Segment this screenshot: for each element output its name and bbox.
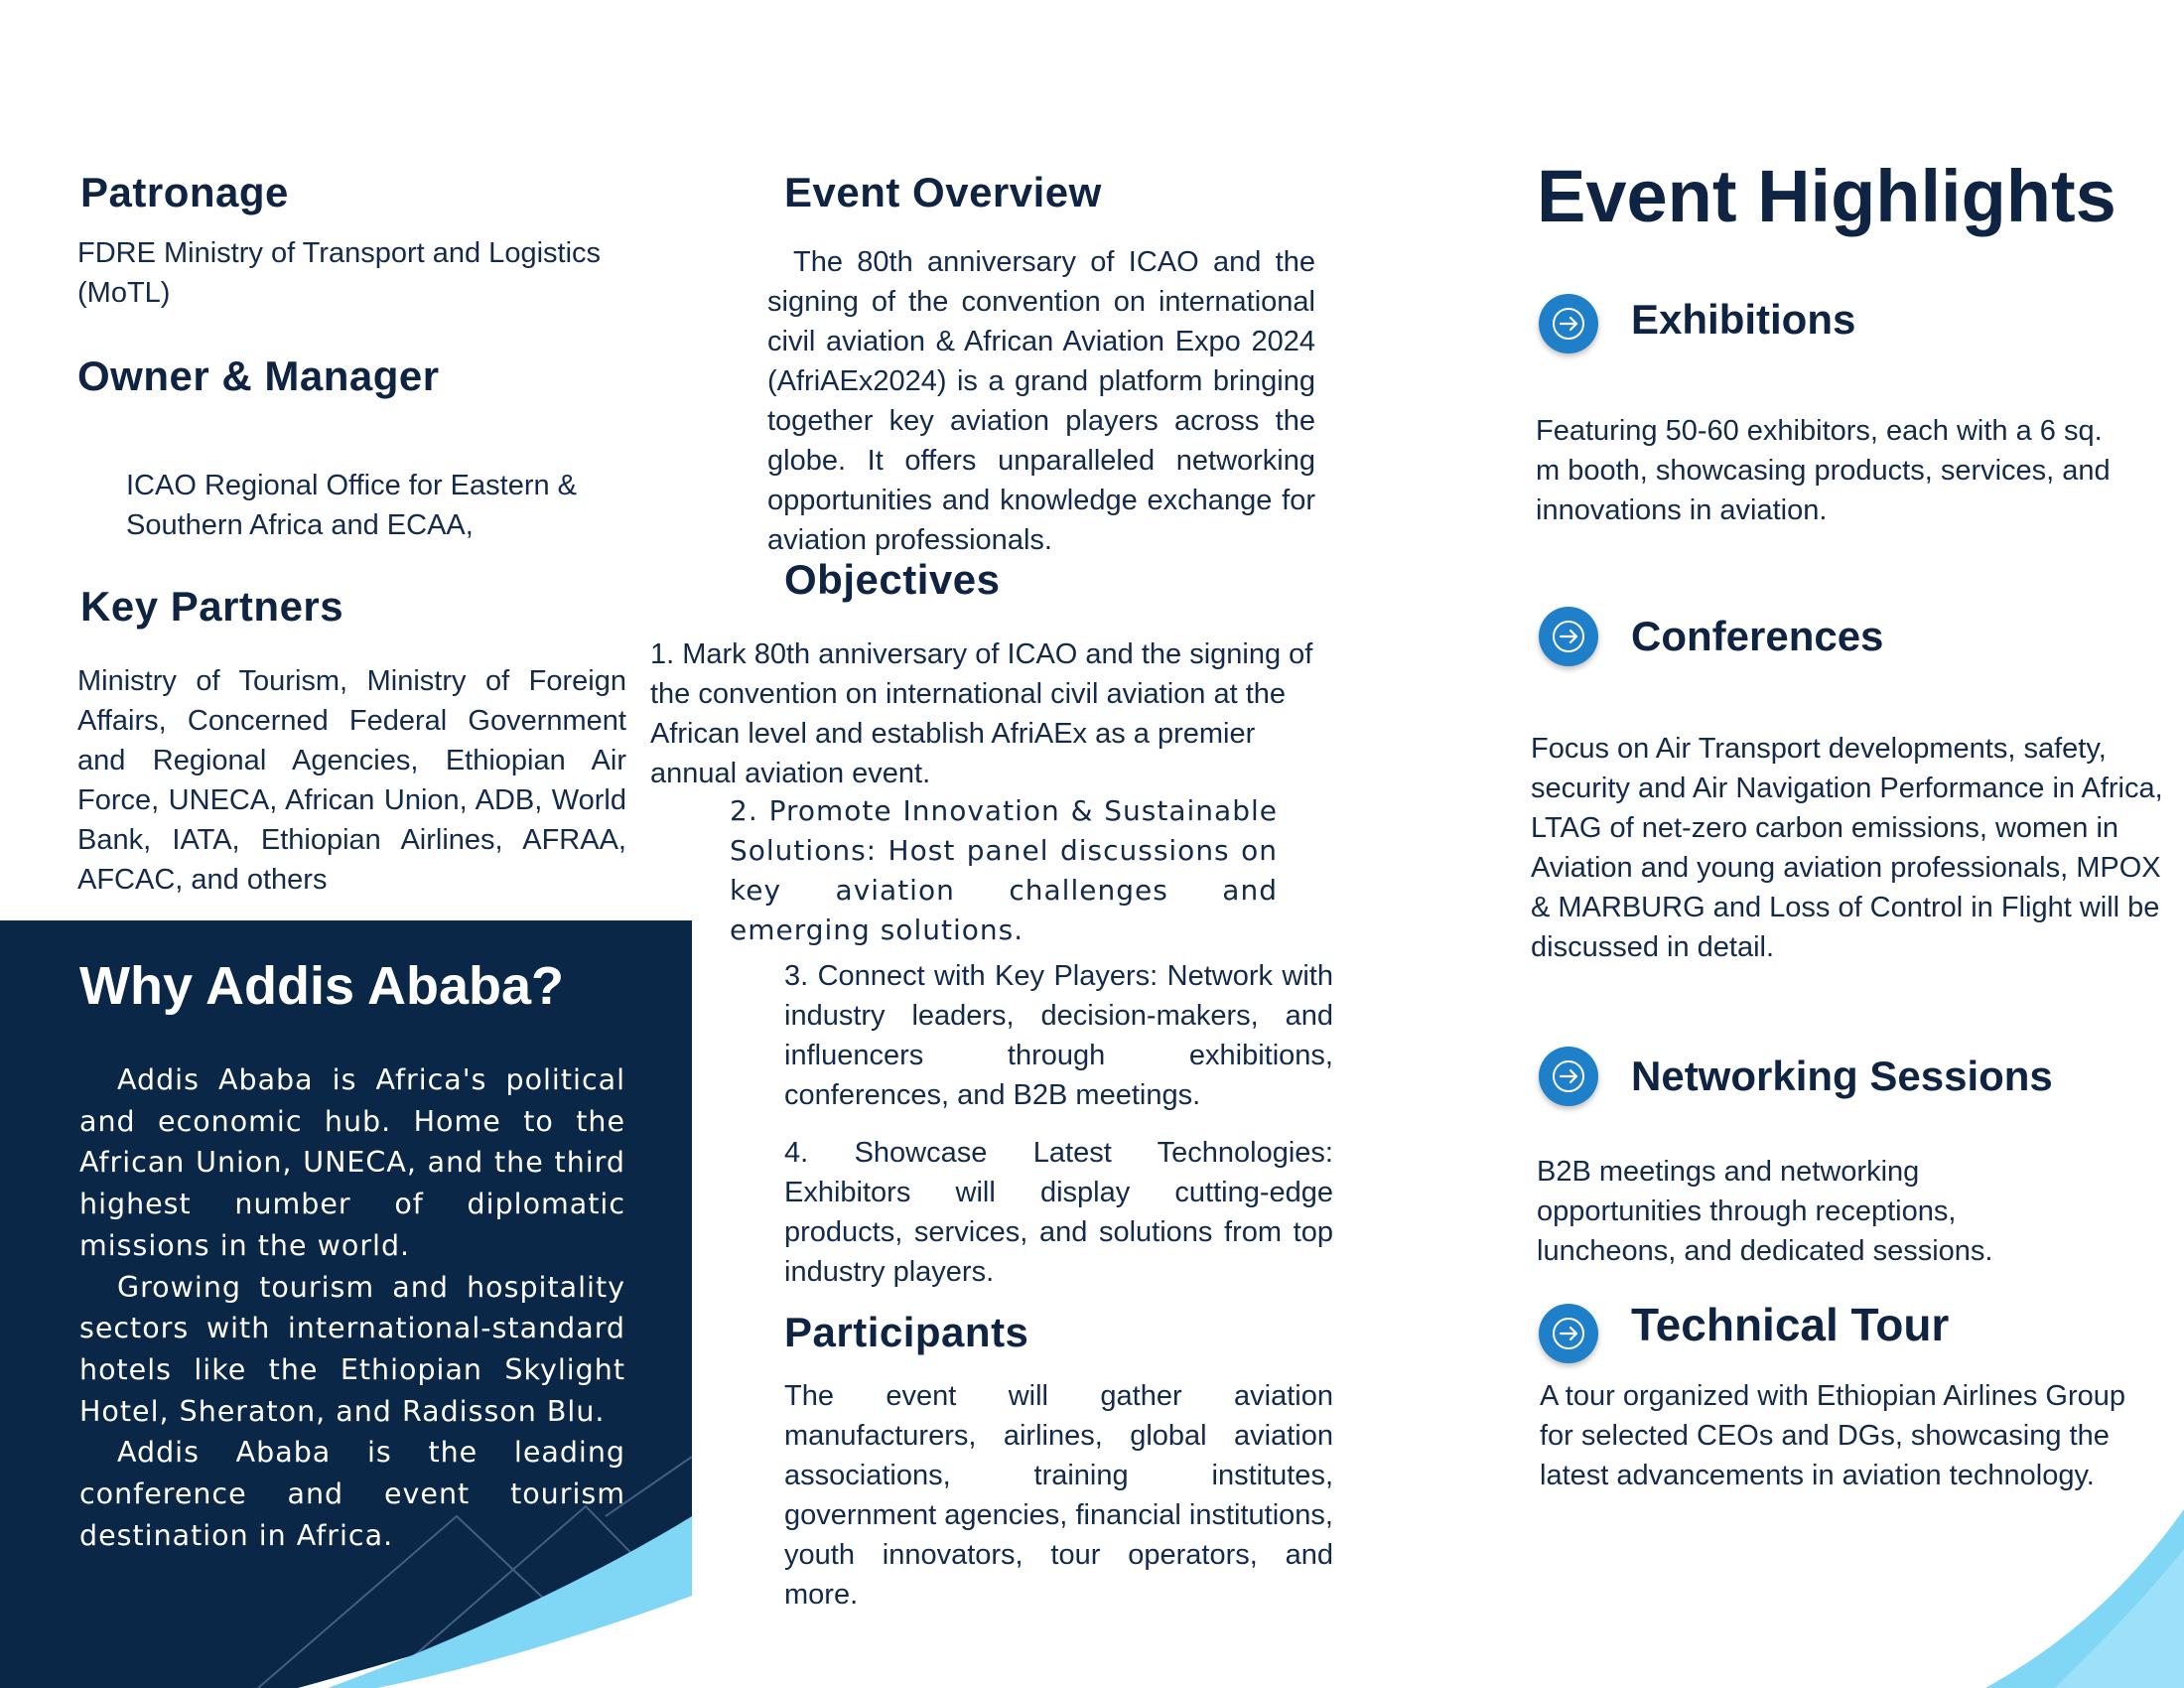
highlight-technical-tour-title: Technical Tour	[1631, 1299, 1950, 1350]
why-addis-panel	[0, 920, 692, 1688]
participants-text: The event will gather aviation manufacturers, airlines, global aviation associations, training institutes, government agencies, financial institutions, youth innovators, tour operators, and more.	[784, 1380, 1333, 1611]
event-overview-text: The 80th anniversary of ICAO and the signing of the convention on international civil aviation & African Aviation Expo 2024 (AfriAEx2024) is a grand platform bringing together key aviation players across the globe. It offers unparalleled networking opportunities and knowledge exchange for aviation professionals.	[767, 246, 1315, 556]
objective-item-4: 4. Showcase Latest Technologies: Exhibitors will display cutting-edge products, services, and solutions from top industry players.	[784, 1137, 1333, 1288]
highlight-exhibitions-title: Exhibitions	[1631, 296, 1856, 343]
highlight-technical-tour-text: A tour organized with Ethiopian Airlines Group for selected CEOs and DGs, showcasing the latest advancements in aviation technology.	[1540, 1380, 2126, 1491]
objectives-heading: Objectives	[784, 556, 1001, 603]
key-partners-text: Ministry of Tourism, Ministry of Foreign Affairs, Concerned Federal Government and Regional Agencies, Ethiopian Air Force, UNECA, African Union, ADB, World Bank, IATA, Ethiopian Airlines, AFRAA, AFCAC, and others	[77, 665, 626, 896]
patronage-text: FDRE Ministry of Transport and Logistics (MoTL)	[77, 237, 602, 309]
why-paragraph-3: Addis Ababa is the leading conference and event tourism destination in Africa.	[79, 1436, 625, 1552]
owner-manager-heading: Owner & Manager	[77, 352, 440, 399]
patronage-heading: Patronage	[80, 169, 289, 215]
event-highlights-title: Event Highlights	[1537, 155, 2116, 237]
arrow-right-icon	[1539, 1047, 1598, 1106]
why-addis-body	[79, 1059, 625, 1556]
highlight-exhibitions-text: Featuring 50-60 exhibitors, each with a 6 sq. m booth, showcasing products, services, and innovations in aviation.	[1536, 415, 2111, 526]
why-paragraph-2: Growing tourism and hospitality sectors with international-standard hotels like the Ethiopian Skylight Hotel, Sheraton, and Radisson Blu.	[79, 1270, 625, 1428]
why-paragraph-1: Addis Ababa is Africa's political and economic hub. Home to the African Union, UNECA, and the third highest number of diplomatic missions in the world.	[79, 1063, 625, 1262]
objective-item-1: 1. Mark 80th anniversary of ICAO and the signing of the convention on international civil aviation at the African level and establish AfriAEx as a premier annual aviation event.	[650, 638, 1313, 789]
corner-wave-decoration	[1966, 1489, 2184, 1688]
objective-item-3: 3. Connect with Key Players: Network with industry leaders, decision-makers, and influencers through exhibitions, conferences, and B2B meetings.	[784, 960, 1333, 1111]
key-partners-heading: Key Partners	[80, 583, 344, 630]
highlight-networking-text: B2B meetings and networking opportunities through receptions, luncheons, and dedicated sessions.	[1537, 1156, 1993, 1267]
highlight-conferences-title: Conferences	[1631, 613, 1884, 659]
arrow-right-icon	[1539, 294, 1598, 353]
objective-item-2: 2. Promote Innovation & Sustainable Solutions: Host panel discussions on key aviation challenges and emerging solutions.	[730, 794, 1278, 946]
highlight-conferences-text: Focus on Air Transport developments, safety, security and Air Navigation Performance in Africa, LTAG of net-zero carbon emissions, women in Aviation and young aviation professionals, MPOX & MARBURG and Loss of Control in Flight will be discussed in detail.	[1531, 733, 2163, 963]
arrow-right-icon	[1539, 607, 1598, 666]
arrow-right-icon	[1539, 1304, 1598, 1363]
why-addis-heading: Why Addis Ababa?	[79, 956, 565, 1016]
owner-manager-text: ICAO Regional Office for Eastern & Southern Africa and ECAA,	[126, 470, 578, 541]
event-overview-heading: Event Overview	[784, 169, 1102, 215]
participants-heading: Participants	[784, 1309, 1029, 1355]
highlight-networking-title: Networking Sessions	[1631, 1053, 2053, 1099]
